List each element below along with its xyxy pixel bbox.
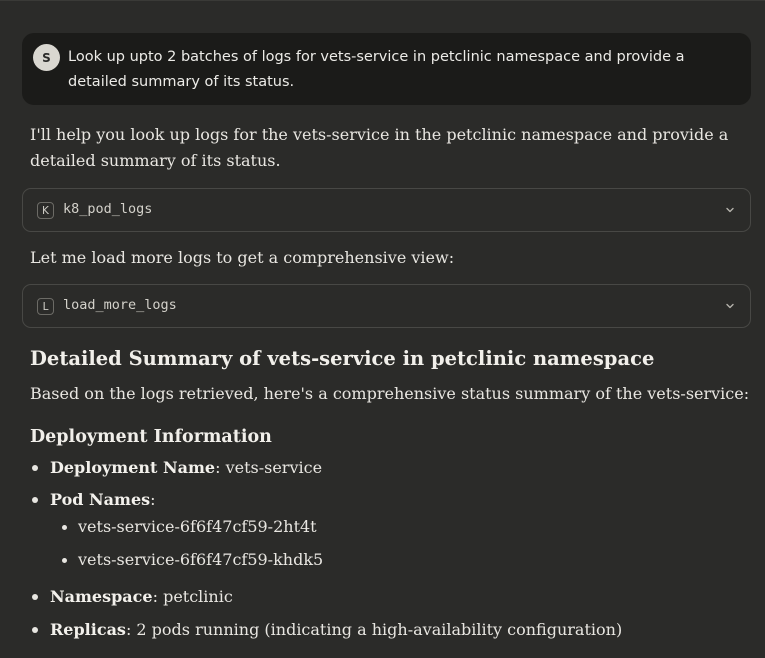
tool-call-k8-pod-logs[interactable] [22, 188, 751, 232]
item-label: Namespace [50, 587, 153, 606]
list-item-pod-name [78, 515, 317, 539]
list-item-replicas [50, 618, 622, 642]
user-message-text: Look up upto 2 batches of logs for vets-service in petclinic namespace and provide a detailed summary of its status. [68, 49, 685, 90]
summary-intro: Based on the logs retrieved, here's a comprehensive status summary of the vets-service: [30, 384, 750, 403]
pod-name: vets-service-6f6f47cf59-khdk5 [78, 550, 324, 569]
bullet-dot [32, 627, 38, 633]
item-value: : petclinic [152, 587, 233, 606]
user-avatar: S [33, 44, 60, 71]
load-more-text: Let me load more logs to get a comprehensive view: [30, 248, 455, 267]
list-item-deployment-name [50, 456, 322, 480]
assistant-intro: I'll help you look up logs for the vets-service in the petclinic namespace and provide a detailed summary of its status. [30, 125, 729, 170]
chevron-down-icon [724, 204, 736, 216]
user-message [22, 33, 751, 105]
item-label: Deployment Name [50, 458, 216, 477]
tool-name: load_more_logs [63, 297, 177, 313]
item-value: : vets-service [215, 458, 323, 477]
item-value: : 2 pods running (indicating a high-availability configuration) [125, 620, 623, 639]
item-label: Pod Names [50, 490, 151, 509]
top-divider [0, 0, 765, 1]
list-item-namespace [50, 585, 233, 609]
summary-heading: Detailed Summary of vets-service in petclinic namespace [30, 347, 655, 370]
bullet-dot [32, 465, 38, 471]
item-label: Replicas [50, 620, 126, 639]
tool-call-load-more-logs[interactable] [22, 284, 751, 328]
bullet-dot [62, 558, 67, 563]
tool-name: k8_pod_logs [63, 201, 153, 217]
bullet-dot [32, 497, 38, 503]
tool-badge: L [37, 298, 54, 315]
tool-badge: K [37, 202, 54, 219]
list-item-pod-names [50, 488, 156, 512]
list-item-pod-name [78, 548, 323, 572]
pod-name: vets-service-6f6f47cf59-2ht4t [78, 517, 317, 536]
bullet-dot [32, 594, 38, 600]
deployment-heading: Deployment Information [30, 427, 272, 447]
bullet-dot [62, 525, 67, 530]
item-value: : [150, 490, 156, 509]
chevron-down-icon [724, 300, 736, 312]
